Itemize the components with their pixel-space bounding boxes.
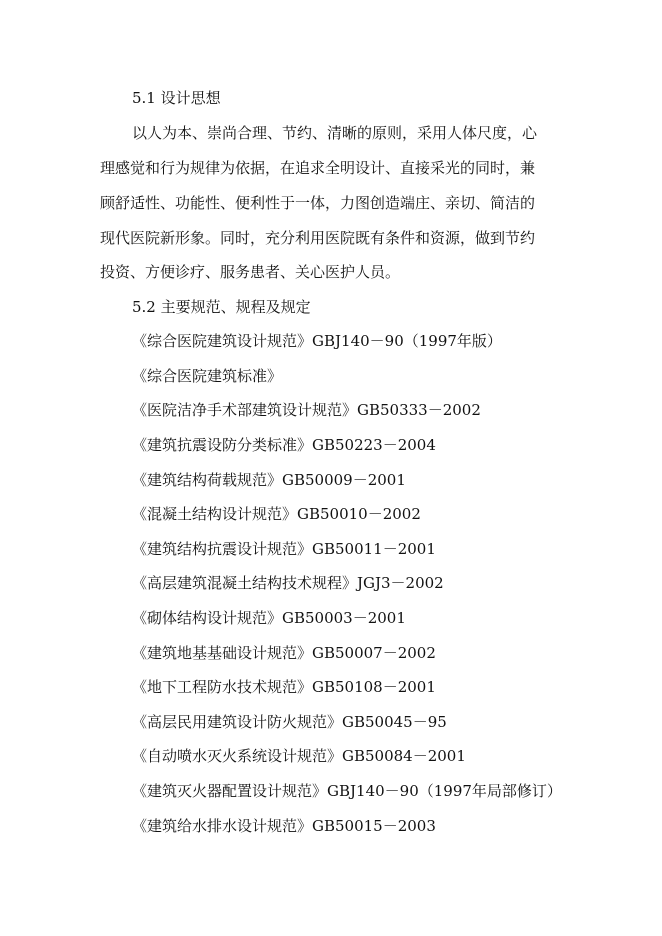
paragraph-line: 理感觉和行为规律为依据，在追求全明设计、直接采光的同时，兼 [100,159,536,177]
paragraph-line: 以人为本、崇尚合理、节约、清晰的原则，采用人体尺度，心 [132,124,538,142]
standard-item: 《建筑抗震设防分类标准》GB50223－2004 [132,436,436,454]
standard-item: 《高层建筑混凝土结构技术规程》JGJ3－2002 [132,574,444,592]
standard-item: 《建筑地基基础设计规范》GB50007－2002 [132,644,436,662]
standard-item: 《建筑灭火器配置设计规范》GBJ140－90（1997年局部修订） [132,782,562,800]
standard-item: 《医院洁净手术部建筑设计规范》GB50333－2002 [132,401,481,419]
paragraph-line: 现代医院新形象。同时，充分利用医院既有条件和资源，做到节约 [100,229,536,247]
standard-item: 《建筑给水排水设计规范》GB50015－2003 [132,817,436,835]
section-5-2-heading: 5.2 主要规范、规程及规定 [132,298,311,316]
standard-item: 《砌体结构设计规范》GB50003－2001 [132,609,406,627]
standard-item: 《混凝土结构设计规范》GB50010－2002 [132,505,421,523]
standard-item: 《地下工程防水技术规范》GB50108－2001 [132,678,436,696]
standard-item: 《建筑结构抗震设计规范》GB50011－2001 [132,540,436,558]
standard-item: 《综合医院建筑设计规范》GBJ140－90（1997年版） [132,332,502,350]
standard-item: 《综合医院建筑标准》 [132,367,283,385]
section-5-1-heading: 5.1 设计思想 [132,89,221,107]
standard-item: 《高层民用建筑设计防火规范》GB50045－95 [132,713,447,731]
standard-item: 《自动喷水灭火系统设计规范》GB50084－2001 [132,747,466,765]
paragraph-line: 顾舒适性、功能性、便利性于一体，力图创造端庄、亲切、简洁的 [100,194,536,212]
paragraph-line: 投资、方便诊疗、服务患者、关心医护人员。 [100,263,401,281]
standard-item: 《建筑结构荷载规范》GB50009－2001 [132,471,406,489]
